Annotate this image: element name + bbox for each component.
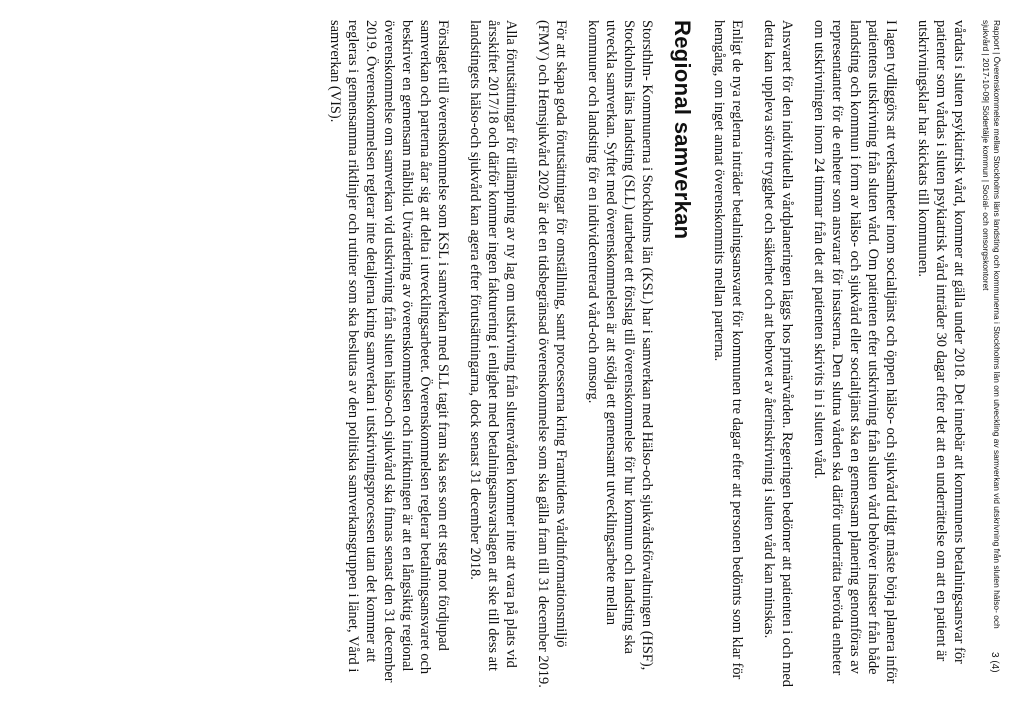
paragraph-proposal: Förslaget till överenskommelse som KSL i samverkan med SLL tagit fram ska ses som ett steg mot fördjupad samverkan och parterna åtar sig att delta i utvecklingsarbetet. Överenskommelsen reglerar betalningsansvaret och beskriver en gemensam målbild. Utvärdering av överenskommelsen och inriktningen är att en långsiktig regional överenskommelse om samverkan vid utskrivning från sluten hälso-och sjukvård ska finnas senast den 31 december 2019. Överenskommelsen reglerar inte detaljerna kring samverkan i utskrivningsprocessen utan det kommer att regleras i gemensamma riktlinjer och rutiner som ska beslutas av den politiska samverkansgruppen i länet, Vård i samverkan (VIS). [327, 20, 451, 683]
running-header: Rapport | Överenskommelse mellan Stockholms läns landsting och kommunerna i Stockholms län om utveckling av samverkan vid utskrivning från sluten hälso- och sjukvård | 2017-10-09| Södertälje kommun | Social- och omsorgskontoret [981, 20, 1002, 629]
document-body [312, 20, 968, 688]
paragraph-planning: I lagen tydliggörs att verksamheter inom socialtjänst och öppen hälso- och sjukvård tidigt måste börja planera inför patientens utskrivning från sluten vård. Om patienten efter utskrivning från sluten vård behöver insatser från både landsting och kommun i form av hälso- och sjukvård eller socialtjänst ska en gemensam planering genomföras av representanter för de enheter som ansvarar för insatserna. Den slutna vården ska därför underrätta berörda enheter om utskrivningen inom 24 timmar från det att patienten skrivits in i sluten vård. [811, 20, 899, 684]
rotated-document [12, 12, 1012, 712]
paragraph-payment-rules: Enligt de nya reglerna inträder betalningsansvaret för kommunen tre dagar efter att personen bedömts som klar för hemgång, om inget annat överenskommits mellan parterna. [711, 20, 745, 680]
paragraph-storsthlm: Storsthlm- Kommunerna i Stockholms län (KSL) har i samverkan med Hälso-och sjukvårdsförvaltningen (HSF), Stockholms läns landsting (SLL) utarbetat ett förslag till överenskommelse för hur kommun och landsting ska utveckla samverkan. Syftet med överenskommelsen är att stödja ett gemensamt utvecklingsarbete mellan kommuner och landsting för en individcentrerad vård-och omsorg. [585, 20, 655, 671]
paragraph-prerequisites: Alla förutsättningar för tillämpning av ny lag om utskrivning från slutenvården kommer inte att vara på plats vid årsskiftet 2017/18 och därför kommer ingen fakturering i enlighet med betalningsansvarslagen att ske till dess att landstingets hälso-och sjukvård kan agera efter förutsättningarna, dock senast 31 december 2018. [467, 20, 519, 672]
paragraph-conditions: För att skapa goda förutsättningar för omställning, samt processerna kring Framtidens vårdinformationsmiljö (FMV) och Hemsjukvård 2020 är det en tidsbegränsad överenskommelse som ska gälla fram till 31 december 2019. [535, 20, 569, 688]
section-heading: Regional samverkan [670, 20, 695, 240]
page-number: 3 (4) [989, 652, 1000, 673]
paragraph-psychiatric-care: vårdats i sluten psykiatrisk vård, kommer att gälla under 2018. Det innebär att kommunens betalningsansvar för patienter som vårdas i sluten psykiatrisk vård inträder 30 dagar efter det att en underrättelse om att en patient är utskrivningsklar har skickats till kommunen. [915, 20, 967, 664]
paragraph-responsibility: Ansvaret för den individuella vårdplaneringen läggs hos primärvården. Regeringen bedömer att patienten i och med detta kan uppleva större trygghet och säkerhet och att behovet av återinskrivning i sluten vård kan minskas. [761, 20, 795, 687]
